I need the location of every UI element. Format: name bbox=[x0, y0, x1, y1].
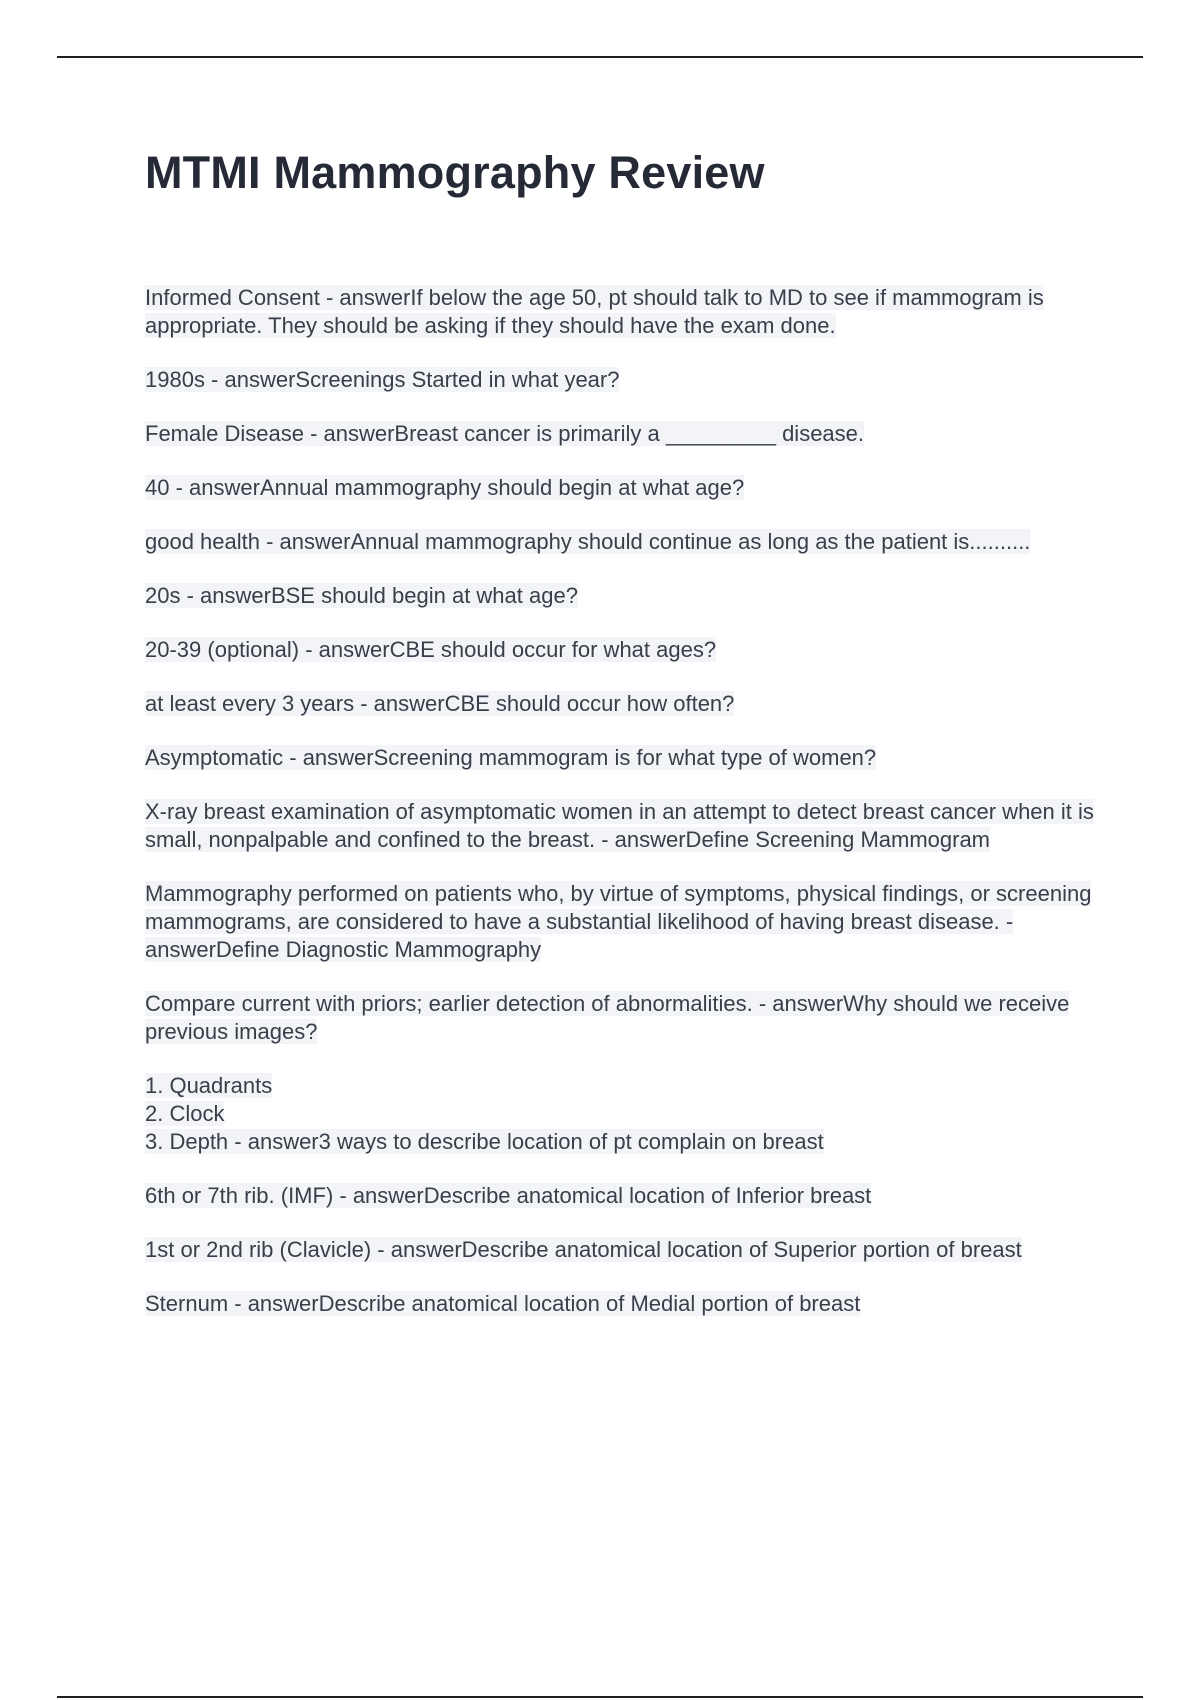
qa-item-text: 1. Quadrants 2. Clock 3. Depth - answer3 ways to describe location of pt complain on breast bbox=[145, 1073, 824, 1154]
qa-item bbox=[145, 582, 1105, 610]
qa-item bbox=[145, 1290, 1105, 1318]
qa-item-text: 20s - answerBSE should begin at what age? bbox=[145, 583, 578, 608]
qa-item bbox=[145, 474, 1105, 502]
qa-item bbox=[145, 880, 1105, 964]
qa-item-text: 40 - answerAnnual mammography should begin at what age? bbox=[145, 475, 745, 500]
qa-item-text: Female Disease - answerBreast cancer is primarily a _________ disease. bbox=[145, 421, 865, 446]
qa-item bbox=[145, 366, 1105, 394]
qa-list bbox=[145, 284, 1105, 1344]
qa-item bbox=[145, 1072, 1105, 1156]
qa-item-text: 1st or 2nd rib (Clavicle) - answerDescribe anatomical location of Superior portion of breast bbox=[145, 1237, 1022, 1262]
qa-item bbox=[145, 420, 1105, 448]
qa-item-text: good health - answerAnnual mammography should continue as long as the patient is.......... bbox=[145, 529, 1031, 554]
qa-item bbox=[145, 284, 1105, 340]
qa-item-text: at least every 3 years - answerCBE should occur how often? bbox=[145, 691, 735, 716]
qa-item-text: Asymptomatic - answerScreening mammogram is for what type of women? bbox=[145, 745, 877, 770]
qa-item-text: Sternum - answerDescribe anatomical location of Medial portion of breast bbox=[145, 1291, 861, 1316]
qa-item bbox=[145, 798, 1105, 854]
top-rule bbox=[57, 56, 1143, 58]
qa-item bbox=[145, 990, 1105, 1046]
qa-item bbox=[145, 528, 1105, 556]
qa-item bbox=[145, 690, 1105, 718]
qa-item-text: 6th or 7th rib. (IMF) - answerDescribe anatomical location of Inferior breast bbox=[145, 1183, 872, 1208]
bottom-rule bbox=[57, 1696, 1143, 1698]
qa-item bbox=[145, 744, 1105, 772]
page-title: MTMI Mammography Review bbox=[145, 147, 765, 198]
qa-item-text: 1980s - answerScreenings Started in what year? bbox=[145, 367, 620, 392]
qa-item bbox=[145, 1182, 1105, 1210]
qa-item-text: Compare current with priors; earlier detection of abnormalities. - answerWhy should we receive previous images? bbox=[145, 991, 1070, 1044]
qa-item-text: Informed Consent - answerIf below the age 50, pt should talk to MD to see if mammogram is appropriate. They should be asking if they should have the exam done. bbox=[145, 285, 1044, 338]
qa-item-text: Mammography performed on patients who, by virtue of symptoms, physical findings, or screening mammograms, are considered to have a substantial likelihood of having breast disease. - answerDefine Diagnostic Mammography bbox=[145, 881, 1092, 962]
qa-item-text: 20-39 (optional) - answerCBE should occur for what ages? bbox=[145, 637, 717, 662]
qa-item bbox=[145, 636, 1105, 664]
qa-item bbox=[145, 1236, 1105, 1264]
qa-item-text: X-ray breast examination of asymptomatic women in an attempt to detect breast cancer when it is small, nonpalpable and confined to the breast. - answerDefine Screening Mammogram bbox=[145, 799, 1094, 852]
